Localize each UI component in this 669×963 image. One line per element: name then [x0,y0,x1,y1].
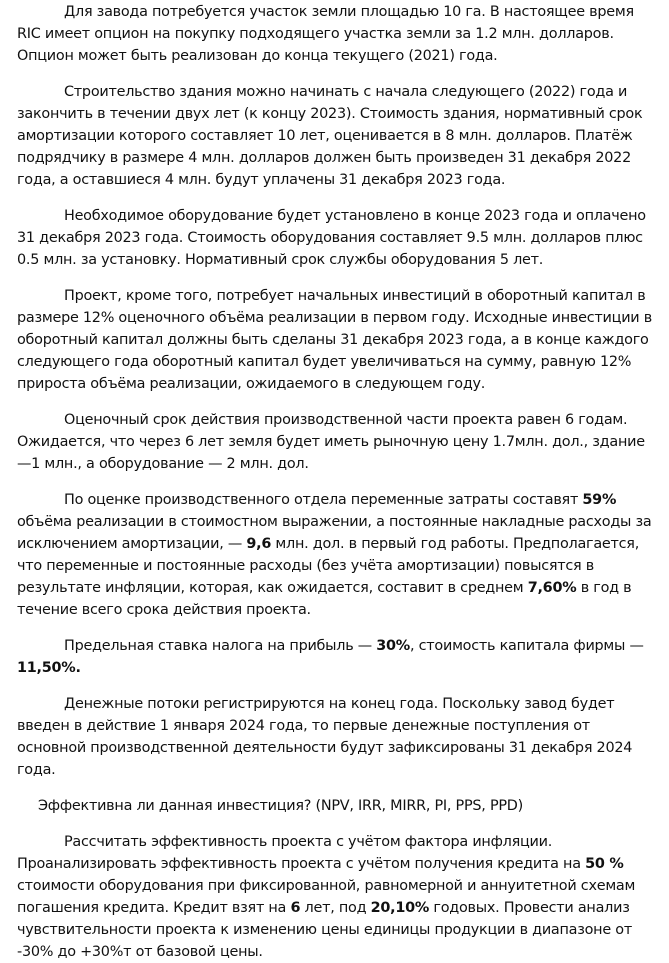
loan-term-value: 6 [290,900,301,916]
paragraph-cash-flows: Денежные потоки регистрируются на конец года. Поскольку завод будет введен в действие 1 января 2024 года, то первые денежные поступления от основной производственной деятельности будут зафиксированы 31 декабря 2024 года. [17,696,633,778]
paragraph-tax [17,635,652,679]
text: , стоимость капитала фирмы — [409,638,644,654]
paragraph-costs [17,489,652,621]
inflation-value: 7,60% [527,580,577,596]
text: в год в течение всего срока действия проекта. [17,580,632,618]
paragraph-building: Строительство здания можно начинать с начала следующего (2022) года и закончить в течении двух лет (к концу 2023). Стоимость здания, нормативный срок амортизации которого составляет 10 лет, оценивается в 8 млн. долларов. Платёж подрядчику в размере 4 млн. долларов должен быть произведен 31 декабря 2022 года, а оставшиеся 4 млн. будут уплачены 31 декабря 2023 года. [17,84,643,188]
text: Предельная ставка налога на прибыль — [64,638,377,654]
variable-cost-value: 59% [582,492,617,508]
text: Рассчитать эффективность проекта с учётом фактора инфляции. Проанализировать эффективность проекта с учётом получения кредита на [17,834,586,872]
text: стоимости оборудования при фиксированной, равномерной и аннуитетной схемам погашения кредита. Кредит взят на [17,878,636,916]
question-line: Эффективна ли данная инвестиция? (NPV, IRR, MIRR, PI, PPS, PPD) [38,798,523,814]
text: годовых. Провести анализ чувствительности проекта к изменению цены единицы продукции в диапазоне от -30% до +30%т от базовой цены. [17,900,632,960]
paragraph-project-term: Оценочный срок действия производственной части проекта равен 6 годам. Ожидается, что через 6 лет земля будет иметь рыночную цену 1.7млн. дол., здание —1 млн., а оборудование — 2 млн. дол. [17,412,645,472]
tax-rate-value: 30% [376,638,410,654]
paragraph-equipment: Необходимое оборудование будет установлено в конце 2023 года и оплачено 31 декабря 2023 года. Стоимость оборудования составляет 9.5 млн. долларов плюс 0.5 млн. за установку. Нормативный срок службы оборудования 5 лет. [17,208,646,268]
fixed-cost-value: 9,6 [246,536,272,552]
paragraph-working-capital: Проект, кроме того, потребует начальных инвестиций в оборотный капитал в размере 12% оценочного объёма реализации в первом году. Исходные инвестиции в оборотный капитал должны быть сделаны 31 декабря 2023 года, а в конце каждого следующего года оборотный капитал будет увеличиваться на сумму, равную 12% прироста объёма реализации, ожидаемого в следующем году. [17,288,652,392]
cost-of-capital-value: 11,50%. [17,660,81,676]
loan-rate-value: 20,10% [370,900,430,916]
text: млн. дол. в первый год работы. Предполагается, что переменные и постоянные расходы (без учёта амортизации) повысятся в результате инфляции, которая, как ожидается, составит в среднем [17,536,640,596]
text: По оценке производственного отдела переменные затраты составят [64,492,583,508]
loan-share-value: 50 % [585,856,624,872]
paragraph-task [17,831,652,963]
text: лет, под [300,900,371,916]
paragraph-land: Для завода потребуется участок земли площадью 10 га. В настоящее время RIC имеет опцион на покупку подходящего участка земли за 1.2 млн. долларов. Опцион может быть реализован до конца текущего (2021) года. [17,4,634,64]
text: объёма реализации в стоимостном выражении, а постоянные накладные расходы за исключением амортизации, — [17,514,652,552]
